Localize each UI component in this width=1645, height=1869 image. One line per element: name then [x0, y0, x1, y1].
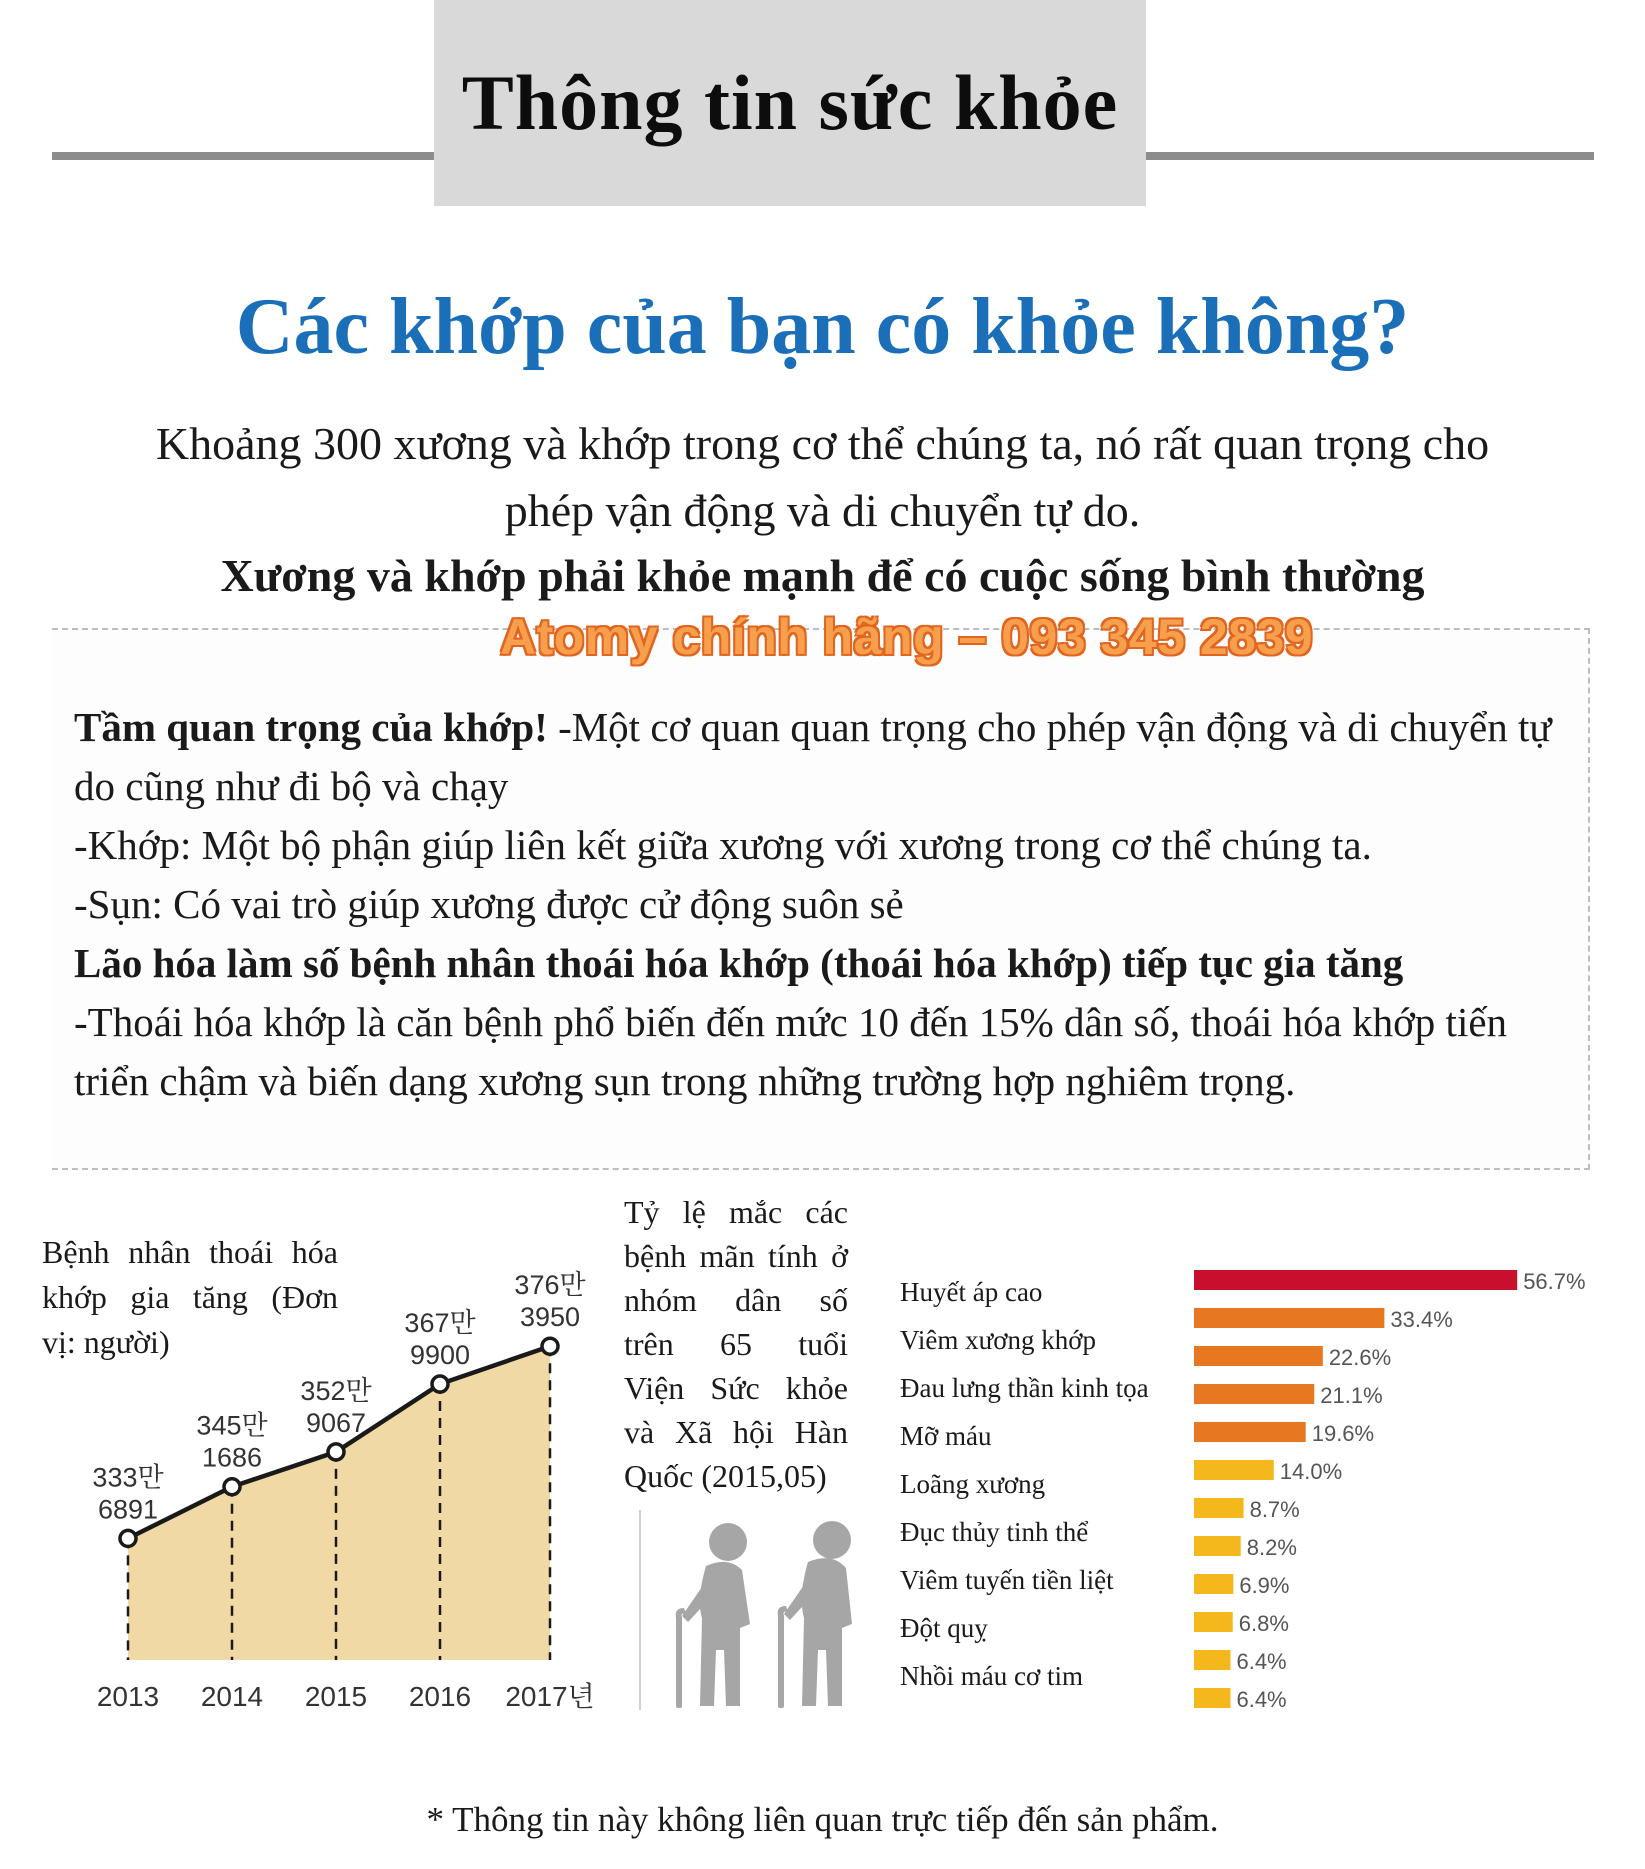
bar: [1194, 1384, 1314, 1404]
bar-value-label: 8.7%: [1249, 1497, 1300, 1522]
disease-label: Loãng xương: [900, 1469, 1046, 1499]
disease-label: Đột quỵ: [900, 1613, 988, 1643]
intro-text: [60, 410, 1585, 544]
line-chart-caption-2: khớp gia tăng (Đơn: [42, 1279, 338, 1315]
point-label-bottom: 6891: [97, 1494, 159, 1525]
bar-value-label: 6.4%: [1236, 1649, 1287, 1674]
data-point: [432, 1376, 448, 1392]
bar-value-label: 22.6%: [1328, 1345, 1392, 1370]
bar-value-label: 6.9%: [1239, 1573, 1290, 1598]
bar-value-label: 56.7%: [1523, 1269, 1586, 1294]
disease-label: Huyết áp cao: [900, 1277, 1043, 1307]
intro-line-2: phép vận động và di chuyển tự do.: [504, 485, 1141, 536]
info-box-text: [74, 698, 1574, 1111]
info-paragraph-5: -Thoái hóa khớp là căn bệnh phổ biến đến mức 10 đến 15% dân số, thoái hóa khớp tiến triển chậm và biến dạng xương sụn trong những trường hợp nghiêm trọng.: [74, 999, 1508, 1104]
bar-value-label: 19.6%: [1311, 1421, 1375, 1446]
info-paragraph-1: [74, 698, 1574, 816]
bar: [1194, 1460, 1274, 1480]
point-label-bottom: 9067: [305, 1407, 367, 1438]
bar-chart-caption-3: nhóm dân số: [624, 1282, 848, 1318]
headline: Các khớp của bạn có khỏe không?: [235, 283, 1410, 371]
info-text-joints: -Một cơ quan quan trọng cho phép vận động và di chuyển tự do cũng như đi bộ và chạy: [74, 704, 1552, 809]
bar-value-label: 21.1%: [1320, 1383, 1383, 1408]
elderly-people-illustration: [636, 1500, 876, 1710]
info-paragraph-3: -Sụn: Có vai trò giúp xương được cử động suôn sẻ: [74, 881, 904, 927]
point-label-top: 367만: [404, 1308, 476, 1339]
data-point: [120, 1530, 136, 1546]
x-tick-label: 2017년: [505, 1681, 595, 1712]
bar-value-label: 33.4%: [1390, 1307, 1453, 1332]
bar: [1194, 1574, 1233, 1594]
disease-label: Nhồi máu cơ tim: [900, 1661, 1084, 1691]
bar-value-label: 8.2%: [1246, 1535, 1297, 1560]
disease-label: Đau lưng thần kinh tọa: [900, 1373, 1149, 1403]
info-paragraph-2: -Khớp: Một bộ phận giúp liên kết giữa xương với xương trong cơ thể chúng ta.: [74, 822, 1372, 868]
bar-chart-caption-6: và Xã hội Hàn: [624, 1414, 848, 1450]
point-label-top: 345만: [196, 1410, 268, 1441]
bar: [1194, 1650, 1230, 1670]
x-tick-label: 2013: [96, 1681, 160, 1712]
page-title: Thông tin sức khỏe: [461, 59, 1119, 146]
bar: [1194, 1536, 1241, 1556]
line-chart-caption-3: vị: người): [42, 1324, 170, 1360]
bar-chart-caption-2: bệnh mãn tính ở: [624, 1238, 848, 1274]
data-point: [542, 1338, 558, 1354]
bar-chart-caption: [624, 1190, 848, 1498]
point-label-bottom: 9900: [409, 1340, 471, 1371]
header-banner: [434, 0, 1146, 206]
bar: [1194, 1422, 1306, 1442]
bar-value-label: 6.8%: [1238, 1611, 1289, 1636]
patient-growth-chart: [70, 1240, 610, 1720]
bar-chart-caption-1: Tỷ lệ mắc các: [624, 1194, 848, 1230]
line-chart-caption-1: Bệnh nhân thoái hóa: [42, 1234, 338, 1270]
bar: [1194, 1308, 1384, 1328]
bar: [1194, 1688, 1230, 1708]
header-rule-right: [1146, 152, 1594, 160]
bar: [1194, 1270, 1517, 1290]
data-point: [224, 1479, 240, 1495]
data-point: [328, 1444, 344, 1460]
footer-note: * Thông tin này không liên quan trực tiếp đến sản phẩm.: [426, 1800, 1219, 1839]
x-tick-label: 2015: [304, 1681, 368, 1712]
x-tick-label: 2014: [200, 1681, 264, 1712]
bar-value-label: 14.0%: [1279, 1459, 1343, 1484]
watermark: Atomy chính hãng – 093 345 2839: [500, 609, 1314, 665]
point-label-top: 352만: [300, 1375, 372, 1406]
header-rule-left: [52, 152, 434, 160]
disease-label-list: [900, 1268, 1190, 1700]
bar: [1194, 1612, 1233, 1632]
x-tick-label: 2016: [408, 1681, 472, 1712]
intro-line-1: Khoảng 300 xương và khớp trong cơ thể chúng ta, nó rất quan trọng cho: [155, 418, 1490, 469]
intro-bold-line: Xương và khớp phải khỏe mạnh để có cuộc sống bình thường: [220, 550, 1425, 601]
disease-label: Viêm xương khớp: [900, 1325, 1097, 1355]
bar: [1194, 1346, 1323, 1366]
bar-chart-caption-4: trên 65 tuổi: [624, 1326, 848, 1362]
point-label-top: 376만: [514, 1270, 586, 1301]
chronic-disease-bar-chart: [1190, 1260, 1600, 1720]
disease-label: Viêm tuyến tiền liệt: [900, 1565, 1114, 1595]
bar-chart-caption-7: Quốc (2015,05): [624, 1458, 827, 1494]
point-label-top: 333만: [92, 1462, 164, 1493]
point-label-bottom: 1686: [201, 1442, 263, 1473]
bar: [1194, 1498, 1244, 1518]
disease-label: Mỡ máu: [900, 1421, 992, 1451]
info-heading-joints: Tầm quan trọng của khớp!: [74, 704, 548, 750]
disease-label: Đục thủy tinh thể: [900, 1517, 1089, 1547]
bar-value-label: 6.4%: [1236, 1687, 1287, 1712]
point-label-bottom: 3950: [519, 1302, 581, 1333]
info-heading-aging: Lão hóa làm số bệnh nhân thoái hóa khớp (thoái hóa khớp) tiếp tục gia tăng: [74, 940, 1404, 986]
bar-chart-caption-5: Viện Sức khỏe: [624, 1370, 848, 1406]
